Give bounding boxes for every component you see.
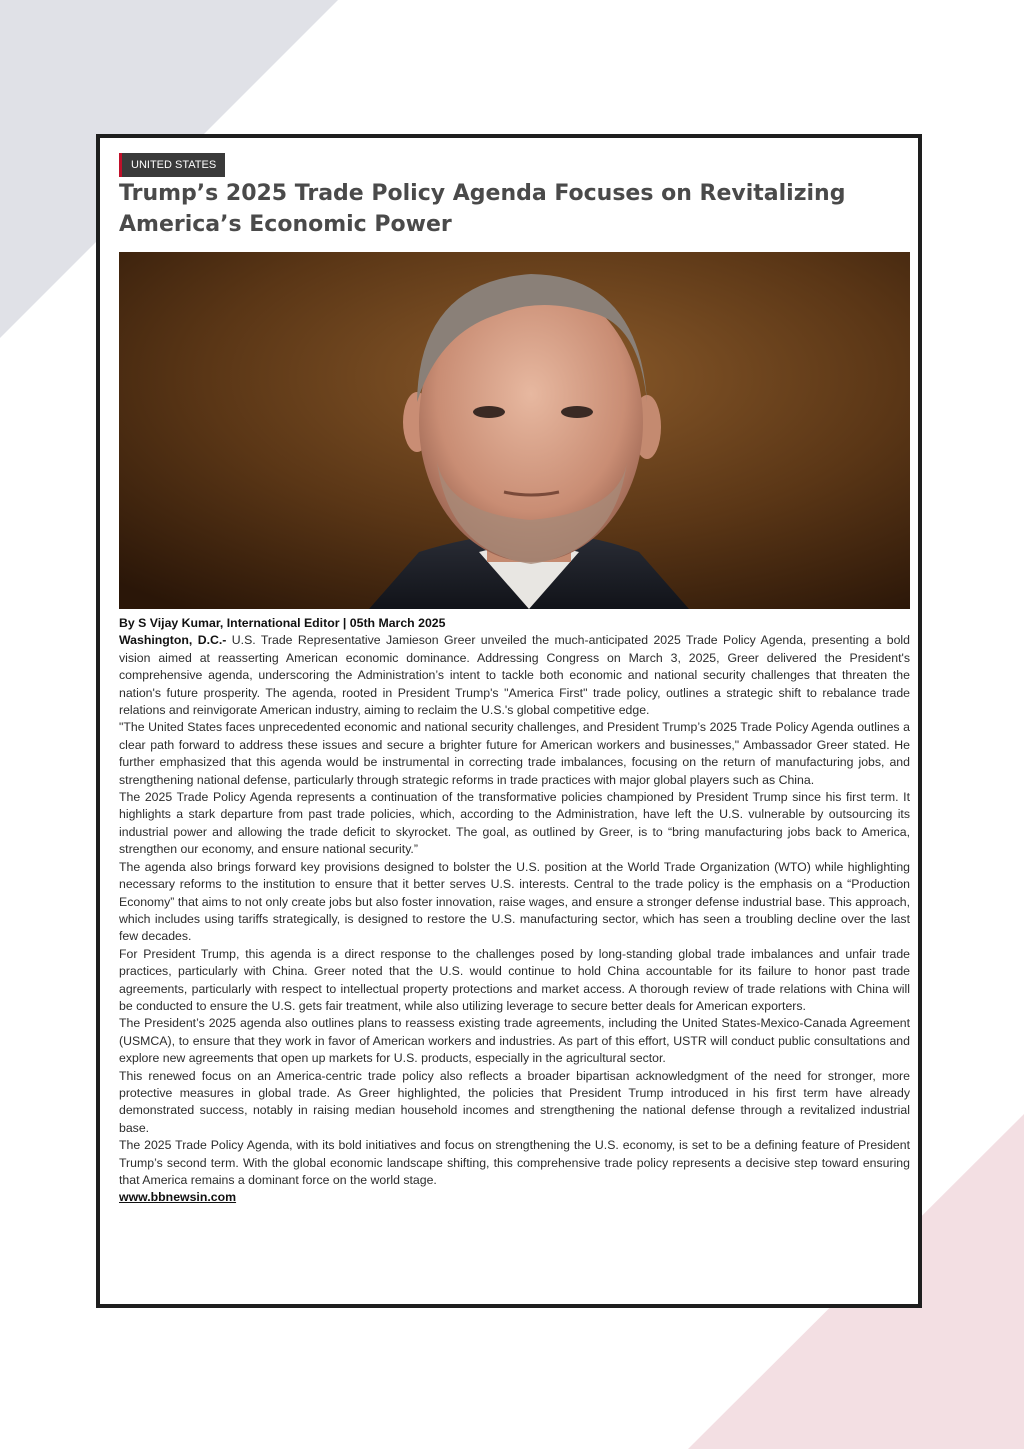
article-frame — [96, 134, 922, 1308]
paragraph-1: Washington, D.C.- U.S. Trade Representative Jamieson Greer unveiled the much-anticipated 2025 Trade Policy Agenda, presenting a bold vision aimed at reasserting American economic dominance. Addressing Congress on March 3, 2025, Greer delivered the President's comprehensive agenda, underscoring the Administration’s intent to tackle both economic and national security challenges that threaten the nation's future prosperity. The agenda, rooted in President Trump's "America First" trade policy, outlines a strategic shift to rebalance trade relations and reinvigorate American industry, aiming to reclaim the U.S.'s global competitive edge. — [119, 633, 910, 718]
category-tag[interactable]: UNITED STATES — [119, 153, 225, 177]
paragraph-6: The President’s 2025 agenda also outlines plans to reassess existing trade agreements, including the United States-Mexico-Canada Agreement (USMCA), to ensure that they work in favor of American workers and industries. As part of this effort, USTR will conduct public consultations and explore new agreements that open up markets for U.S. products, especially in the agricultural sector. — [119, 1016, 910, 1066]
paragraph-3: The 2025 Trade Policy Agenda represents a continuation of the transformative policies championed by President Trump since his first term. It highlights a stark departure from past trade policies, which, according to the Administration, have left the U.S. vulnerable by outsourcing its industrial power and allowing the trade deficit to skyrocket. The goal, as outlined by Greer, is to “bring manufacturing jobs back to America, strengthen our economy, and ensure national security.” — [119, 790, 910, 857]
dateline: Washington, D.C.- — [119, 633, 232, 648]
paragraph-8: The 2025 Trade Policy Agenda, with its bold initiatives and focus on strengthening the U.S. economy, is set to be a defining feature of President Trump’s second term. With the global economic landscape shifting, this comprehensive trade policy represents a decisive step toward ensuring that America remains a dominant force on the world stage. — [119, 1138, 910, 1187]
website-link[interactable]: www.bbnewsin.com — [119, 1190, 237, 1205]
right-eye — [561, 406, 593, 418]
portrait-photo-icon — [119, 252, 910, 609]
headline: Trump’s 2025 Trade Policy Agenda Focuses on Revitalizing America’s Economic Power — [119, 181, 846, 237]
paragraph-7: This renewed focus on an America-centric trade policy also reflects a broader bipartisan acknowledgment of the need for stronger, more protective measures in global trade. As Greer highlighted, the policies that President Trump introduced in his first term have already demonstrated success, notably in raising median household incomes and strengthening the national defense through a revitalized industrial base. — [119, 1068, 910, 1135]
article-body — [119, 615, 910, 1207]
article-photo — [119, 252, 910, 609]
byline: By S Vijay Kumar, International Editor | 05th March 2025 — [119, 616, 446, 630]
paragraph-4: The agenda also brings forward key provisions designed to bolster the U.S. position at the World Trade Organization (WTO) while highlighting necessary reforms to the institution to ensure that it better serves U.S. interests. Central to the trade policy is the emphasis on a “Production Economy” that aims to not only create jobs but also foster innovation, raise wages, and ensure a stronger defense industrial base. This approach, which includes using tariffs strategically, is designed to restore the U.S. manufacturing sector, which has seen a troubling decline over the last few decades. — [119, 859, 910, 944]
paragraph-5: For President Trump, this agenda is a direct response to the challenges posed by long-standing global trade imbalances and unfair trade practices, particularly with China. Greer noted that the U.S. would continue to hold China accountable for its failure to honor past trade agreements, particularly with respect to intellectual property protections and market access. A thorough review of trade relations with China will be conducted to ensure the U.S. gets fair treatment, while also utilizing leverage to secure better deals for American exporters. — [119, 946, 910, 1013]
left-eye — [473, 406, 505, 418]
paragraph-2: "The United States faces unprecedented economic and national security challenges, and President Trump’s 2025 Trade Policy Agenda outlines a clear path forward to address these issues and secure a brighter future for American workers and businesses," Ambassador Greer stated. He further emphasized that this agenda would be instrumental in correcting trade imbalances, focusing on the return of manufacturing jobs, and strengthening national defense, particularly through strategic reforms in trade practices with major global players such as China. — [119, 720, 910, 787]
